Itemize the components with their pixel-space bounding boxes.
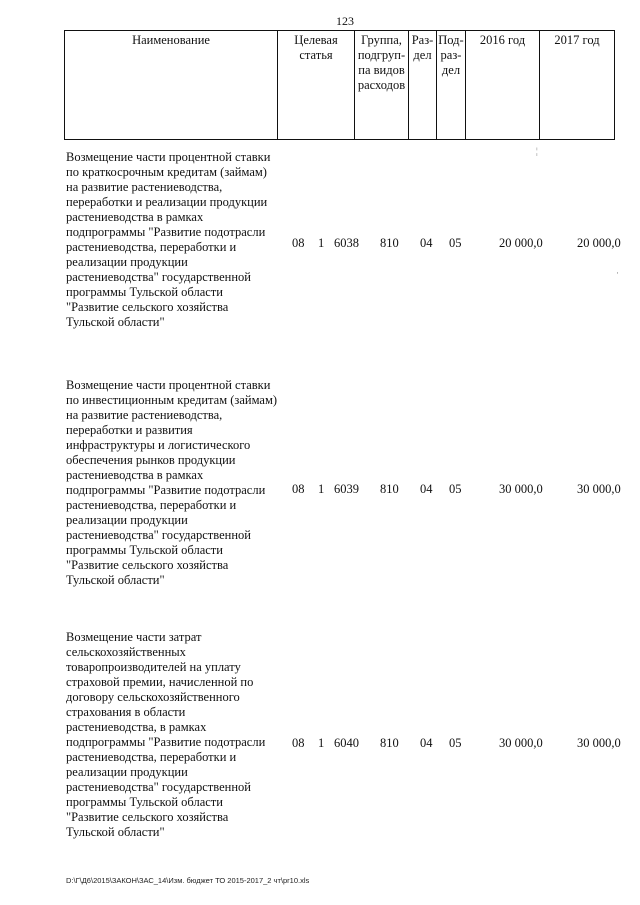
name-line: реализации продукции [66,765,188,779]
name-line: программы Тульской области [66,795,223,809]
amount-2017: 30 000,0 [577,736,621,750]
name-line: Тульской области" [66,573,165,587]
section-code: 04 [420,236,433,250]
scan-speck: · [616,268,619,278]
header-group-line-1: Группа, [361,33,402,47]
program-code: 08 [292,236,305,250]
header-section-line-1: Раз- [411,33,434,47]
amount-2016: 20 000,0 [499,236,543,250]
name-line: растениеводства, переработки и [66,240,237,254]
header-target-line-2: статья [299,48,333,62]
name-line: на развитие растениеводства, [66,180,223,194]
row-name [66,630,291,840]
direction-code: 6038 [334,236,359,250]
header-group [355,31,409,140]
subsection-code: 05 [449,236,462,250]
name-line: растениеводства в рамках [66,210,204,224]
header-2016: 2016 год [466,31,540,140]
name-line: программы Тульской области [66,543,223,557]
name-line: обеспечения рынков продукции [66,453,236,467]
section-code: 04 [420,736,433,750]
name-line: реализации продукции [66,513,188,527]
name-line: растениеводства в рамках [66,468,204,482]
name-line: на развитие растениеводства, [66,408,223,422]
name-line: реализации продукции [66,255,188,269]
name-line: растениеводства, переработки и [66,750,237,764]
name-line: "Развитие сельского хозяйства [66,300,229,314]
group-code: 810 [380,482,399,496]
group-code: 810 [380,736,399,750]
name-line: Тульской области" [66,825,165,839]
name-line: переработки и реализации продукции [66,195,268,209]
direction-code: 6040 [334,736,359,750]
header-section-line-2: дел [413,48,432,62]
name-line: страхования в области [66,705,186,719]
name-line: по инвестиционным кредитам (займам) [66,393,278,407]
table-header [64,30,615,140]
header-subsection-line-1: Под- [438,33,464,47]
name-line: инфраструктуры и логистического [66,438,251,452]
group-code: 810 [380,236,399,250]
name-line: растениеводства, переработки и [66,498,237,512]
name-line: растениеводства" государственной [66,780,251,794]
scan-speck: ¦ [536,146,538,156]
header-target-article [278,31,355,140]
name-line: страховой премии, начисленной по [66,675,254,689]
name-line: по краткосрочным кредитам (займам) [66,165,267,179]
amount-2016: 30 000,0 [499,482,543,496]
amount-2016: 30 000,0 [499,736,543,750]
name-line: подпрограммы "Развитие подотрасли [66,735,266,749]
header-subsection-line-3: дел [441,63,461,77]
name-line: растениеводства" государственной [66,270,251,284]
name-line: "Развитие сельского хозяйства [66,558,229,572]
subprogram-code: 1 [318,736,325,750]
header-group-line-2: подгруп- [357,48,406,62]
header-group-line-3: па видов [358,63,405,77]
name-line: Возмещение части затрат [66,630,202,644]
page-number: 123 [336,14,354,28]
section-code: 04 [420,482,433,496]
subprogram-code: 1 [318,482,325,496]
header-target-line-1: Целевая [294,33,338,47]
name-line: переработки и развития [66,423,193,437]
header-section [409,31,437,140]
name-line: подпрограммы "Развитие подотрасли [66,483,266,497]
subsection-code: 05 [449,482,462,496]
name-line: Тульской области" [66,315,165,329]
header-subsection-line-2: раз- [440,48,462,62]
name-line: "Развитие сельского хозяйства [66,810,229,824]
name-line: товаропроизводителей на уплату [66,660,241,674]
header-2017: 2017 год [540,31,615,140]
subprogram-code: 1 [318,236,325,250]
name-line: договору сельскохозяйственного [66,690,240,704]
name-line: сельскохозяйственных [66,645,186,659]
row-name [66,150,291,330]
subsection-code: 05 [449,736,462,750]
name-line: Возмещение части процентной ставки [66,378,271,392]
direction-code: 6039 [334,482,359,496]
header-name: Наименование [65,31,278,140]
row-name [66,378,291,588]
name-line: подпрограммы "Развитие подотрасли [66,225,266,239]
name-line: Возмещение части процентной ставки [66,150,271,164]
name-line: растениеводства" государственной [66,528,251,542]
header-group-line-4: расходов [357,78,406,92]
header-subsection [437,31,466,140]
name-line: растениеводства, в рамках [66,720,207,734]
amount-2017: 20 000,0 [577,236,621,250]
program-code: 08 [292,482,305,496]
amount-2017: 30 000,0 [577,482,621,496]
name-line: программы Тульской области [66,285,223,299]
file-path-footer: D:\Г\Д6\2015\ЗАКОН\ЗАС_14\Изм. бюджет ТО 2015-2017_2 чт\pr10.xls [66,876,310,885]
program-code: 08 [292,736,305,750]
